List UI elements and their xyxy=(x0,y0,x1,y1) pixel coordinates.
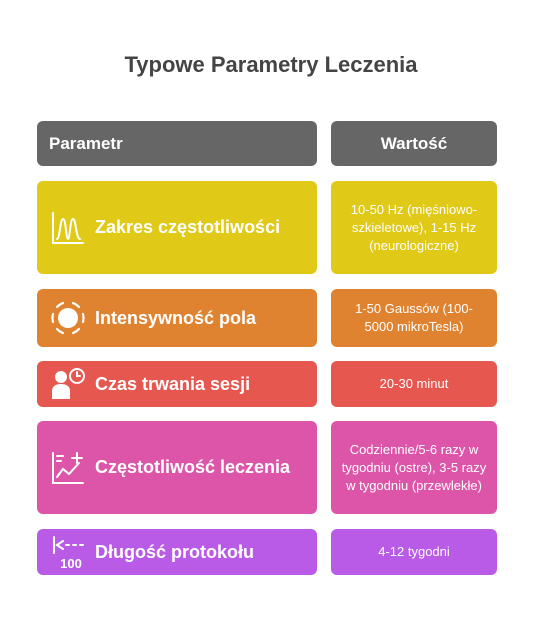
row-value-text: Codziennie/5-6 razy w tygodniu (ostre), 3-5 razy w tygodniu (przewlekłe) xyxy=(341,441,487,493)
row-protocol-length xyxy=(37,529,317,575)
row-value xyxy=(331,289,497,347)
progress-100-icon xyxy=(49,533,87,571)
row-label: Czas trwania sesji xyxy=(95,373,251,394)
row-value xyxy=(331,529,497,575)
row-label: Intensywność pola xyxy=(95,307,257,328)
header-parameter-label: Parametr xyxy=(49,133,123,153)
frequency-wave-icon xyxy=(49,209,87,247)
row-label: Częstotliwość leczenia xyxy=(95,457,291,477)
row-label: Zakres częstotliwości xyxy=(95,217,281,237)
row-treatment-frequency xyxy=(37,421,317,514)
row-value-text: 10-50 Hz (mięśniowo-szkieletowe), 1-15 Hz (neurologiczne) xyxy=(350,201,478,253)
svg-text:100: 100 xyxy=(60,556,82,571)
page-title: Typowe Parametry Leczenia xyxy=(124,52,418,77)
row-frequency-range xyxy=(37,181,317,274)
row-value xyxy=(331,181,497,274)
person-clock-icon xyxy=(49,365,87,403)
row-value-text: 1-50 Gaussów (100-5000 mikroTesla) xyxy=(355,301,473,334)
row-label: Długość protokołu xyxy=(95,541,254,562)
header-value xyxy=(331,121,497,166)
row-value xyxy=(331,361,497,407)
row-value xyxy=(331,421,497,514)
row-value-text: 20-30 minut xyxy=(379,376,449,391)
field-circle-icon xyxy=(49,299,87,337)
header-parameter xyxy=(37,121,317,166)
chart-plus-icon xyxy=(49,449,87,487)
row-session-duration xyxy=(37,361,317,407)
row-value-text: 4-12 tygodni xyxy=(378,544,450,559)
row-field-intensity xyxy=(37,289,317,347)
header-value-label: Wartość xyxy=(380,133,448,153)
